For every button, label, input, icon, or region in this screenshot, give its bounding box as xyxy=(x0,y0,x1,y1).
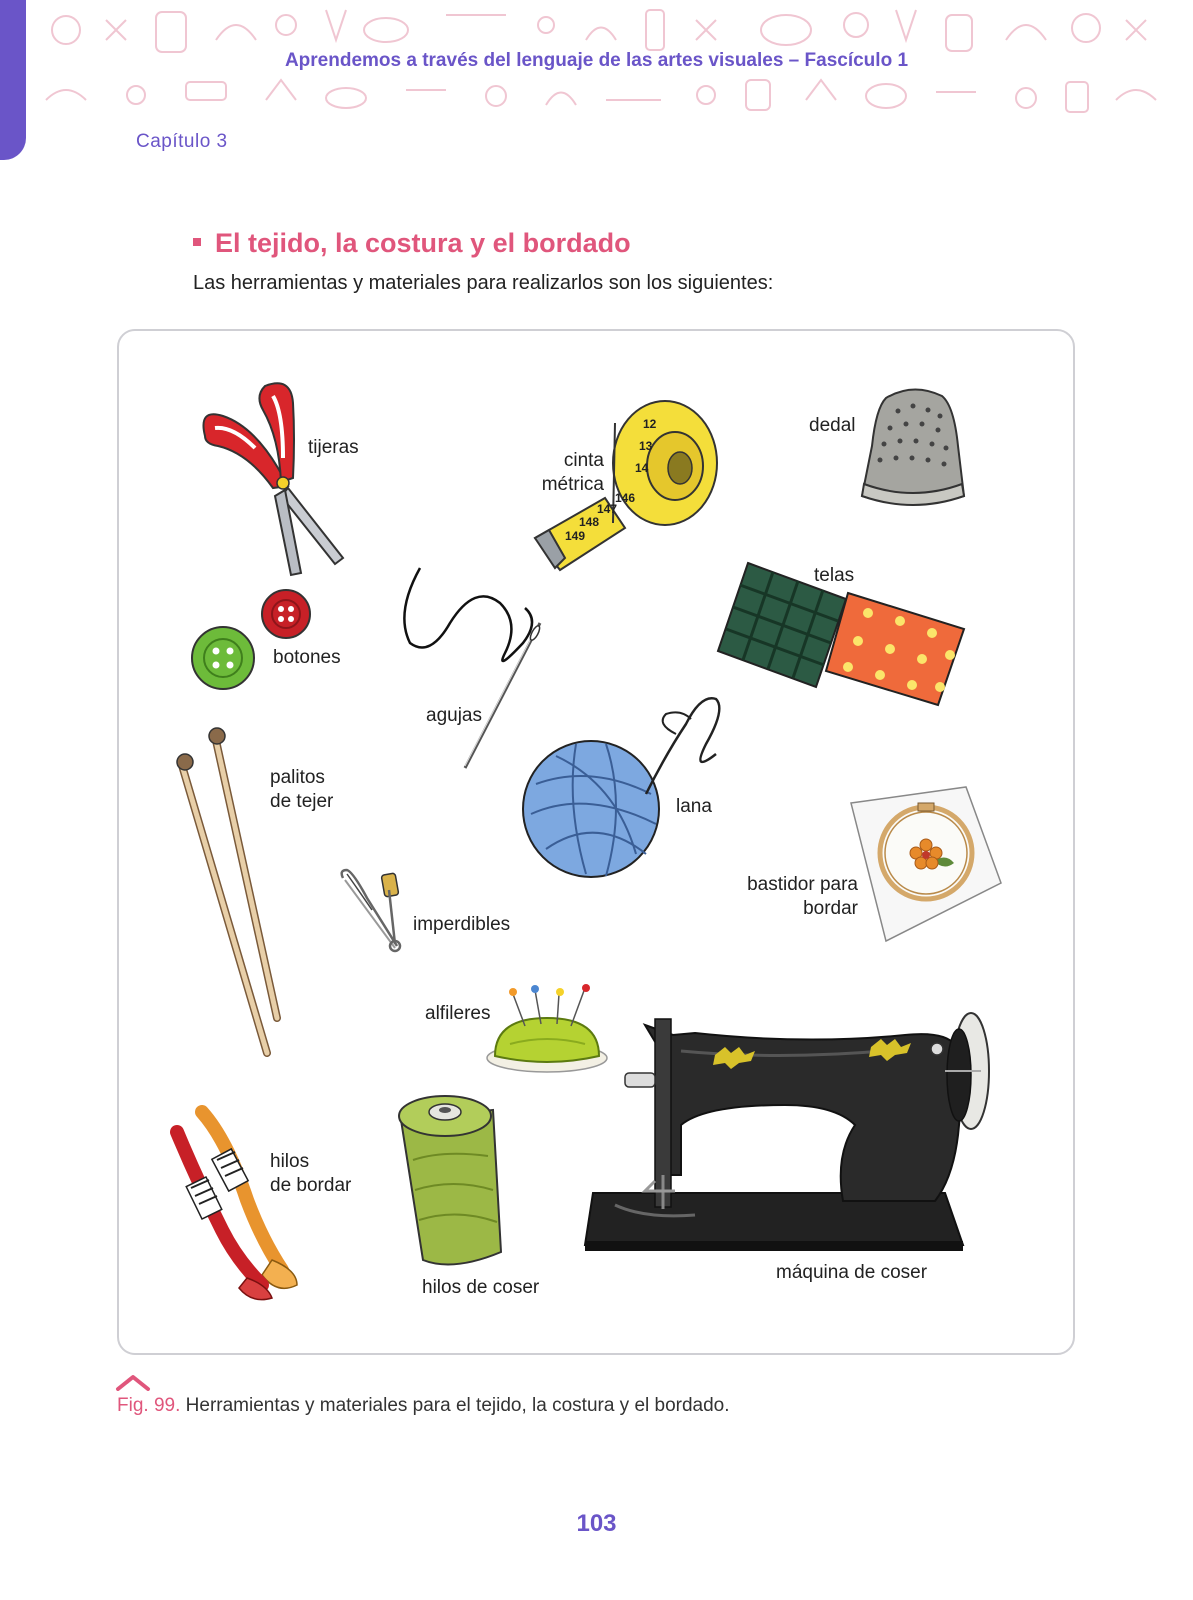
figure-caption-text: Herramientas y materiales para el tejido, la costura y el bordado. xyxy=(185,1395,730,1416)
thread-cone-icon xyxy=(393,1090,505,1272)
label-alfileres: alfileres xyxy=(425,1003,491,1024)
safety-pin-icon xyxy=(337,868,407,954)
label-dedal: dedal xyxy=(809,415,856,436)
tape-number: 147 xyxy=(597,502,618,516)
label-telas: telas xyxy=(814,565,855,586)
yarn-ball-icon xyxy=(516,684,726,884)
page-number: 103 xyxy=(576,1510,617,1537)
tape-number: 14 xyxy=(635,461,649,475)
figure-caption xyxy=(117,1395,730,1417)
embroidery-floss-icon xyxy=(167,1100,307,1304)
sewing-machine-icon xyxy=(585,1005,1027,1255)
square-bullet-icon xyxy=(193,238,201,246)
publication-title: Aprendemos a través del lenguaje de las artes visuales – Fascículo 1 xyxy=(284,50,909,71)
figure-number: Fig. 99. xyxy=(117,1395,181,1416)
label-lana: lana xyxy=(676,796,712,817)
label-cinta-metrica: cinta métrica xyxy=(541,450,604,495)
chapter-side-tab xyxy=(0,0,26,160)
buttons-icon xyxy=(190,588,320,692)
thimble-icon xyxy=(858,386,968,514)
label-imperdibles: imperdibles xyxy=(413,914,511,935)
label-bastidor-para-bordar: bastidor para bordar xyxy=(747,874,858,919)
scissors-icon xyxy=(193,378,363,578)
label-maquina-de-coser: máquina de coser xyxy=(776,1262,928,1283)
chevron-up-icon xyxy=(115,1373,151,1391)
tape-number: 13 xyxy=(639,439,653,453)
chapter-label: Capítulo 3 xyxy=(136,131,228,152)
section-title-text: El tejido, la costura y el bordado xyxy=(215,228,631,258)
tape-number: 146 xyxy=(615,491,636,505)
label-palitos-de-tejer: palitos de tejer xyxy=(270,767,334,812)
embroidery-hoop-icon xyxy=(846,783,1006,943)
label-agujas: agujas xyxy=(426,705,482,726)
label-hilos-de-coser: hilos de coser xyxy=(422,1277,540,1298)
label-tijeras: tijeras xyxy=(308,437,359,458)
section-intro: Las herramientas y materiales para realizarlos son los siguientes: xyxy=(193,272,774,294)
label-botones: botones xyxy=(273,647,341,668)
label-hilos-de-bordar: hilos de bordar xyxy=(270,1151,352,1196)
section-title xyxy=(193,228,631,259)
tape-number: 12 xyxy=(643,417,657,431)
tape-number: 148 xyxy=(579,515,600,529)
tape-number: 149 xyxy=(565,529,586,543)
